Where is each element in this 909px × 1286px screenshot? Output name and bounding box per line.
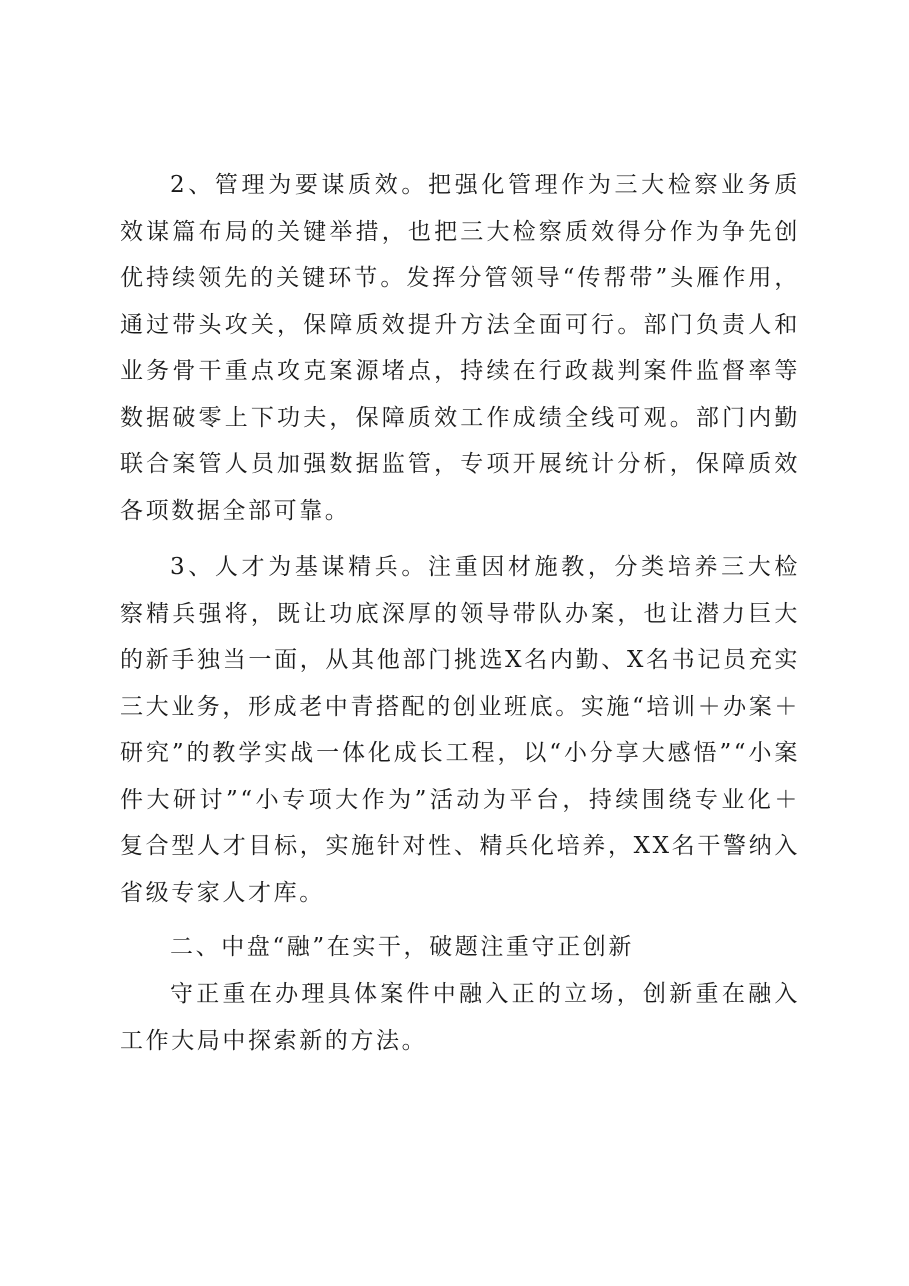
- paragraph-innovation: [120, 971, 800, 1064]
- section-heading: [120, 924, 800, 971]
- section-heading-text: 二、中盘“融”在实干，破题注重守正创新: [170, 934, 634, 960]
- paragraph-talent: [120, 544, 800, 916]
- paragraph-text: 3、人才为基谋精兵。注重因材施教，分类培养三大检察精兵强将，既让功底深厚的领导带队办案，也让潜力巨大的新手独当一面，从其他部门挑选X名内勤、X名书记员充实三大业务，形成老中青搭配的创业班底。实施“培训＋办案＋研究”的教学实战一体化成长工程，以“小分享大感悟”“小案件大研讨”“小专项大作为”活动为平台，持续围绕专业化＋复合型人才目标，实施针对性、精兵化培养，XX名干警纳入省级专家人才库。: [120, 554, 800, 906]
- paragraph-management: [120, 162, 800, 534]
- paragraph-text: 守正重在办理具体案件中融入正的立场，创新重在融入工作大局中探索新的方法。: [120, 981, 800, 1054]
- paragraph-text: 2、管理为要谋质效。把强化管理作为三大检察业务质效谋篇布局的关键举措，也把三大检察质效得分作为争先创优持续领先的关键环节。发挥分管领导“传帮带”头雁作用，通过带头攻关，保障质效提升方法全面可行。部门负责人和业务骨干重点攻克案源堵点，持续在行政裁判案件监督率等数据破零上下功夫，保障质效工作成绩全线可观。部门内勤联合案管人员加强数据监管，专项开展统计分析，保障质效各项数据全部可靠。: [120, 172, 800, 524]
